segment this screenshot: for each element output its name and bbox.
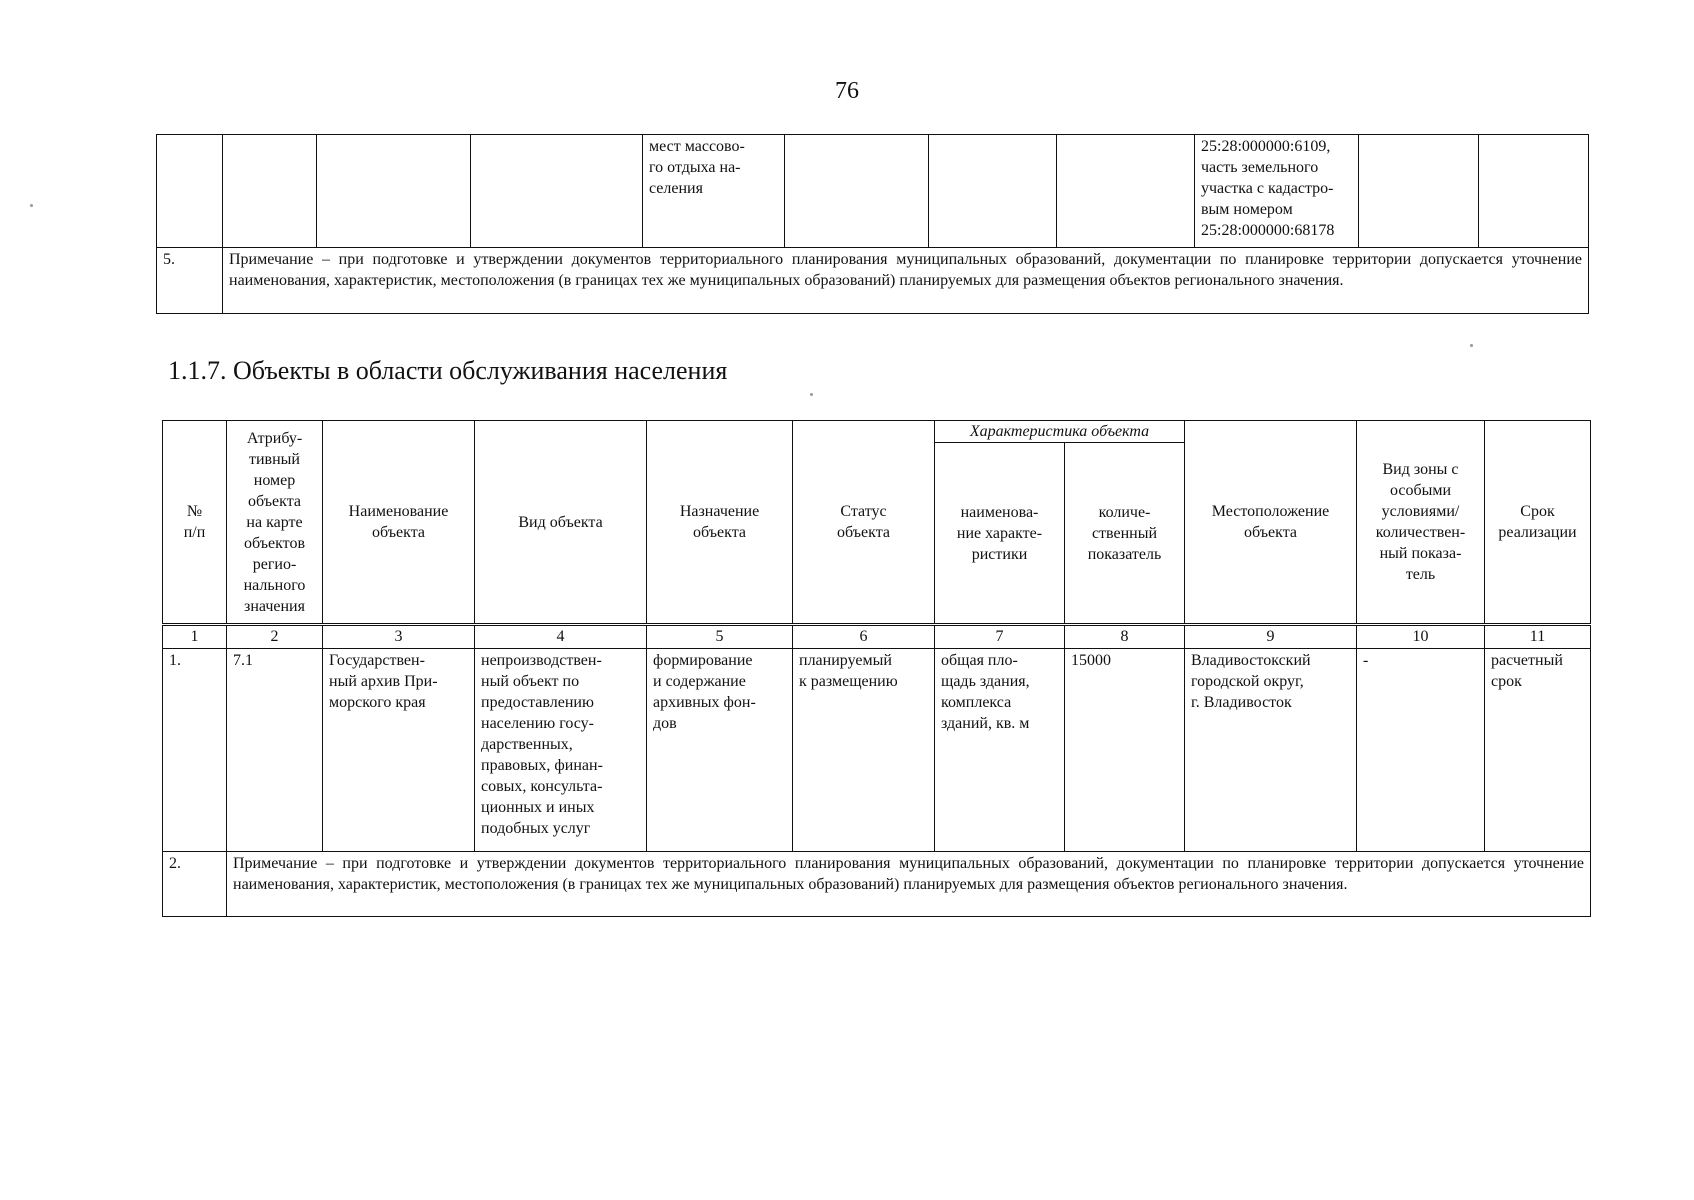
column-number: 8: [1065, 625, 1185, 649]
cell-kind: непроизводствен- ный объект по предоставлению населению госу- дарственных, правовых, финан- совых, консульта- ционных и иных подобных услуг: [475, 649, 647, 852]
page-number: 76: [835, 78, 859, 104]
column-number: 2: [227, 625, 323, 649]
cell: [1057, 135, 1195, 248]
header-attr: Атрибу- тивный номер объекта на карте объектов регио- нального значения: [227, 421, 323, 625]
continuation-table: [156, 134, 1589, 314]
header-name: Наименование объекта: [323, 421, 475, 625]
cell: [317, 135, 471, 248]
column-number: 6: [793, 625, 935, 649]
cell: [223, 135, 317, 248]
column-number: 11: [1485, 625, 1591, 649]
cell-char-value: 15000: [1065, 649, 1185, 852]
cell-zone: -: [1357, 649, 1485, 852]
cell-term: расчетный срок: [1485, 649, 1591, 852]
column-number: 3: [323, 625, 475, 649]
header-purpose: Назначение объекта: [647, 421, 793, 625]
cell: [785, 135, 929, 248]
cell-location: Владивостокский городской округ, г. Владивосток: [1185, 649, 1357, 852]
header-location: Местоположение объекта: [1185, 421, 1357, 625]
cell-name: Государствен- ный архив При- морского края: [323, 649, 475, 852]
column-number: 4: [475, 625, 647, 649]
table-row: [157, 135, 1589, 248]
header-status: Статус объекта: [793, 421, 935, 625]
column-numbers-row: [163, 625, 1591, 649]
cell-purpose: мест массово- го отдыха на- селения: [643, 135, 785, 248]
scan-speck: [30, 204, 33, 207]
objects-table: [162, 420, 1591, 917]
table-row: [163, 649, 1591, 852]
cell: [471, 135, 643, 248]
column-number: 1: [163, 625, 227, 649]
header-kind: Вид объекта: [475, 421, 647, 625]
cell: [929, 135, 1057, 248]
cell: [157, 135, 223, 248]
scan-speck: [810, 393, 813, 396]
note-row: [157, 248, 1589, 314]
column-number: 5: [647, 625, 793, 649]
cell-purpose: формирование и содержание архивных фон- дов: [647, 649, 793, 852]
cell-char-name: общая пло- щадь здания, комплекса зданий, кв. м: [935, 649, 1065, 852]
cell-attr: 7.1: [227, 649, 323, 852]
header-char-name: наименова- ние характе- ристики: [935, 443, 1065, 625]
header-num: № п/п: [163, 421, 227, 625]
note-number: 2.: [163, 852, 227, 917]
column-number: 7: [935, 625, 1065, 649]
header-zone: Вид зоны с особыми условиями/ количествен- ный показа- тель: [1357, 421, 1485, 625]
column-number: 10: [1357, 625, 1485, 649]
note-row: [163, 852, 1591, 917]
note-number: 5.: [157, 248, 223, 314]
cell-status: планируемый к размещению: [793, 649, 935, 852]
header-char-value: количе- ственный показатель: [1065, 443, 1185, 625]
cell: [1479, 135, 1589, 248]
cell-location: 25:28:000000:6109, часть земельного участка с кадастро- вым номером 25:28:000000:68178: [1195, 135, 1359, 248]
header-characteristic: Характеристика объекта: [935, 421, 1185, 443]
scan-speck: [1470, 344, 1473, 347]
header-row: [163, 421, 1591, 443]
note-text: Примечание – при подготовке и утверждении документов территориального планирования муниципальных образований, документации по планировке территории допускается уточнение наименования, характеристик, местоположения (в границах тех же муниципальных образований) планируемых для размещения объектов регионального значения.: [227, 852, 1591, 917]
header-term: Срок реализации: [1485, 421, 1591, 625]
cell-num: 1.: [163, 649, 227, 852]
section-title: 1.1.7. Объекты в области обслуживания населения: [168, 356, 728, 385]
column-number: 9: [1185, 625, 1357, 649]
note-text: Примечание – при подготовке и утверждении документов территориального планирования муниципальных образований, документации по планировке территории допускается уточнение наименования, характеристик, местоположения (в границах тех же муниципальных образований) планируемых для размещения объектов регионального значения.: [223, 248, 1589, 314]
cell: [1359, 135, 1479, 248]
